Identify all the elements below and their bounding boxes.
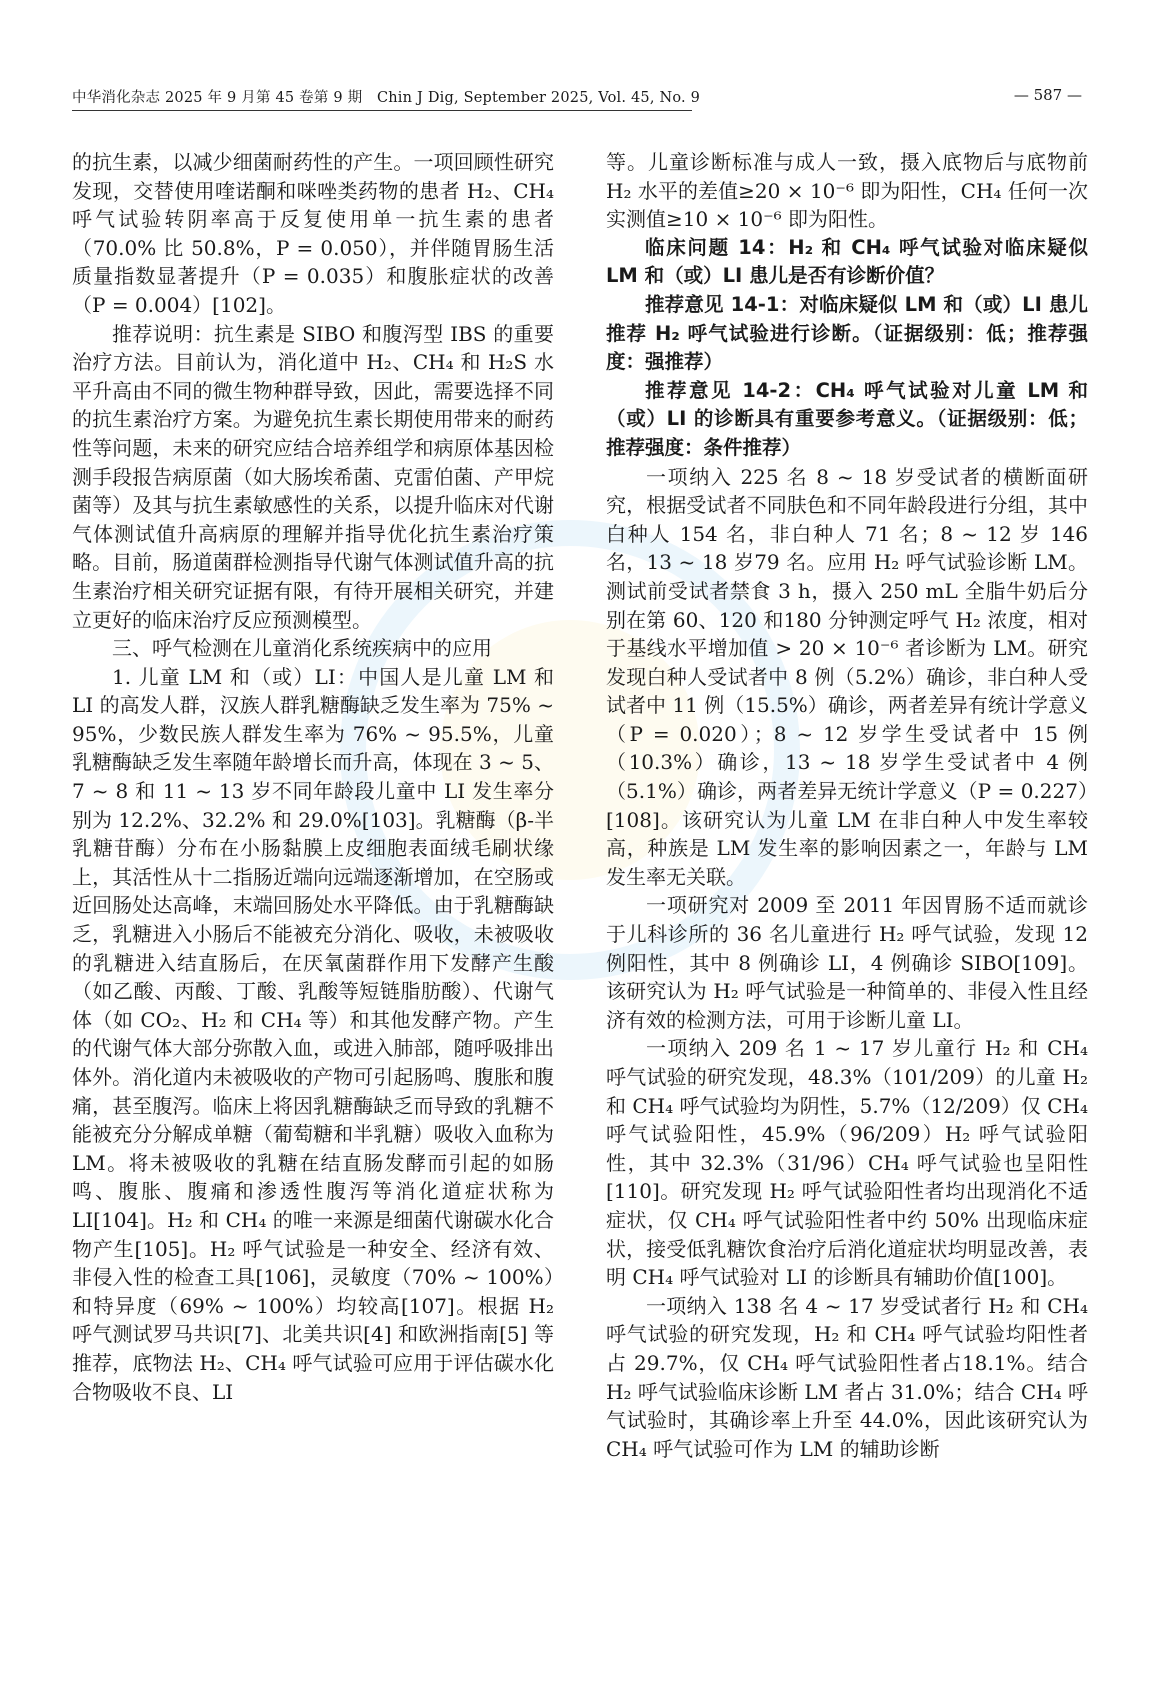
recommendation-14-1: 推荐意见 14-1：对临床疑似 LM 和（或）LI 患儿推荐 H₂ 呼气试验进行诊断。（证据级别：低；推荐强度：强推荐） — [606, 292, 1088, 374]
paragraph: 一项纳入 138 名 4 ~ 17 岁受试者行 H₂ 和 CH₄ 呼气试验的研究发现，H₂ 和 CH₄ 呼气试验均阳性者占 29.7%，仅 CH₄ 呼气试验阳性者占18.1%。结合 H₂ 呼气试验临床诊断 LM 者占 31.0%；结合 CH₄ 呼气试验时，其确诊率上升至 44.0%，因此该研究认为 CH₄ 呼气试验可作为 LM 的辅助诊断 — [606, 1293, 1088, 1461]
paragraph: 一项研究对 2009 至 2011 年因胃肠不适而就诊于儿科诊所的 36 名儿童进行 H₂ 呼气试验，发现 12 例阳性，其中 8 例确诊 LI，4 例确诊 SIBO[109]。该研究认为 H₂ 呼气试验是一种简单的、非侵入性且经济有效的检测方法，可用于诊断儿童 LI。 — [606, 893, 1088, 1032]
section-heading: 三、呼气检测在儿童消化系统疾病中的应用 — [112, 636, 492, 661]
paragraph: 的抗生素，以减少细菌耐药性的产生。一项回顾性研究发现，交替使用喹诺酮和咪唑类药物的患者 H₂、CH₄ 呼气试验转阴率高于反复使用单一抗生素的患者（70.0% 比 50.8%，P = 0.050），并伴随胃肠生活质量指数显著提升（P = 0.035）和腹胀症状的改善（P = 0.004）[102]。 — [72, 150, 554, 317]
paragraph: 等。儿童诊断标准与成人一致，摄入底物后与底物前 H₂ 水平的差值≥20 × 10⁻⁶ 即为阳性，CH₄ 任何一次实测值≥10 × 10⁻⁶ 即为阳性。 — [606, 150, 1088, 232]
journal-info: 中华消化杂志 2025 年 9 月第 45 卷第 9 期 Chin J Dig, September 2025, Vol. 45, No. 9 — [72, 90, 701, 106]
paragraph: 一项纳入 225 名 8 ~ 18 岁受试者的横断面研究，根据受试者不同肤色和不同年龄段进行分组，其中白种人 154 名，非白种人 71 名；8 ~ 12 岁 146 名，13 ~ 18 岁79 名。应用 H₂ 呼气试验诊断 LM。测试前受试者禁食 3 h，摄入 250 mL 全脂牛奶后分别在第 60、120 和180 分钟测定呼气 H₂ 浓度，相对于基线水平增加值 > 20 × 10⁻⁶ 者诊断为 LM。研究发现白种人受试者中 8 例（5.2%）确诊，非白种人受试者中 11 例（15.5%）确诊，两者差异有统计学意义（P = 0.020）；8 ~ 12 岁学生受试者中 15 例（10.3%）确诊，13 ~ 18 岁学生受试者中 4 例（5.1%）确诊，两者差异无统计学意义（P = 0.227）[108]。该研究认为儿童 LM 在非白种人中发生率较高，种族是 LM 发生率的影响因素之一，年龄与 LM 发生率无关联。 — [606, 464, 1088, 889]
left-column — [72, 148, 554, 1406]
right-column — [606, 148, 1088, 1463]
paragraph: 一项纳入 209 名 1 ~ 17 岁儿童行 H₂ 和 CH₄ 呼气试验的研究发现，48.3%（101/209）的儿童 H₂ 和 CH₄ 呼气试验均为阴性，5.7%（12/209）仅 CH₄ 呼气试验阳性，45.9%（96/209）H₂ 呼气试验阳性，其中 32.3%（31/96）CH₄ 呼气试验也呈阳性[110]。研究发现 H₂ 呼气试验阳性者均出现消化不适症状，仅 CH₄ 呼气试验阳性者中约 50% 出现临床症状，接受低乳糖饮食治疗后消化道症状均明显改善，表明 CH₄ 呼气试验对 LI 的诊断具有辅助价值[100]。 — [606, 1036, 1088, 1290]
page-number: — 587 — — [1013, 86, 1082, 104]
paragraph: 1. 儿童 LM 和（或）LI：中国人是儿童 LM 和 LI 的高发人群，汉族人群乳糖酶缺乏发生率为 75% ~ 95%，少数民族人群发生率为 76% ~ 95.5%，儿童乳糖酶缺乏发生率随年龄增长而升高，体现在 3 ~ 5、7 ~ 8 和 11 ~ 13 岁不同年龄段儿童中 LI 发生率分别为 12.2%、32.2% 和 29.0%[103]。乳糖酶（β-半乳糖苷酶）分布在小肠黏膜上皮细胞表面绒毛刷状缘上，其活性从十二指肠近端向远端逐渐增加，在空肠或近回肠处达高峰，末端回肠处水平降低。由于乳糖酶缺乏，乳糖进入小肠后不能被充分消化、吸收，未被吸收的乳糖进入结直肠后，在厌氧菌群作用下发酵产生酸（如乙酸、丙酸、丁酸、乳酸等短链脂肪酸）、代谢气体（如 CO₂、H₂ 和 CH₄ 等）和其他发酵产物。产生的代谢气体大部分弥散入血，或进入肺部，随呼吸排出体外。消化道内未被吸收的产物可引起肠鸣、腹胀和腹痛，甚至腹泻。临床上将因乳糖酶缺乏而导致的乳糖不能被充分分解成单糖（葡萄糖和半乳糖）吸收入血称为 LM。将未被吸收的乳糖在结直肠发酵而引起的如肠鸣、腹胀、腹痛和渗透性腹泻等消化道症状称为 LI[104]。H₂ 和 CH₄ 的唯一来源是细菌代谢碳水化合物产生[105]。H₂ 呼气试验是一种安全、经济有效、非侵入性的检查工具[106]，灵敏度（70% ~ 100%）和特异度（69% ~ 100%）均较高[107]。根据 H₂ 呼气测试罗马共识[7]、北美共识[4] 和欧洲指南[5] 等推荐，底物法 H₂、CH₄ 呼气试验可应用于评估碳水化合物吸收不良、LI — [72, 664, 554, 1404]
clinical-question-heading: 临床问题 14：H₂ 和 CH₄ 呼气试验对临床疑似 LM 和（或）LI 患儿是否有诊断价值？ — [606, 235, 1088, 288]
recommendation-14-2: 推荐意见 14-2：CH₄ 呼气试验对儿童 LM 和（或）LI 的诊断具有重要参考意义。（证据级别：低；推荐强度：条件推荐） — [606, 378, 1088, 459]
paragraph: 推荐说明：抗生素是 SIBO 和腹泻型 IBS 的重要治疗方法。目前认为，消化道中 H₂、CH₄ 和 H₂S 水平升高由不同的微生物种群导致，因此，需要选择不同的抗生素治疗方案。为避免抗生素长期使用带来的耐药性等问题，未来的研究应结合培养组学和病原体基因检测手段报告病原菌（如大肠埃希菌、克雷伯菌、产甲烷菌等）及其与抗生素敏感性的关系，以提升临床对代谢气体测试值升高病原的理解并指导优化抗生素治疗策略。目前，肠道菌群检测指导代谢气体测试值升高的抗生素治疗相关研究证据有限，有待开展相关研究，并建立更好的临床治疗反应预测模型。 — [72, 321, 554, 632]
header-rule — [72, 110, 692, 111]
running-header — [72, 82, 1082, 112]
